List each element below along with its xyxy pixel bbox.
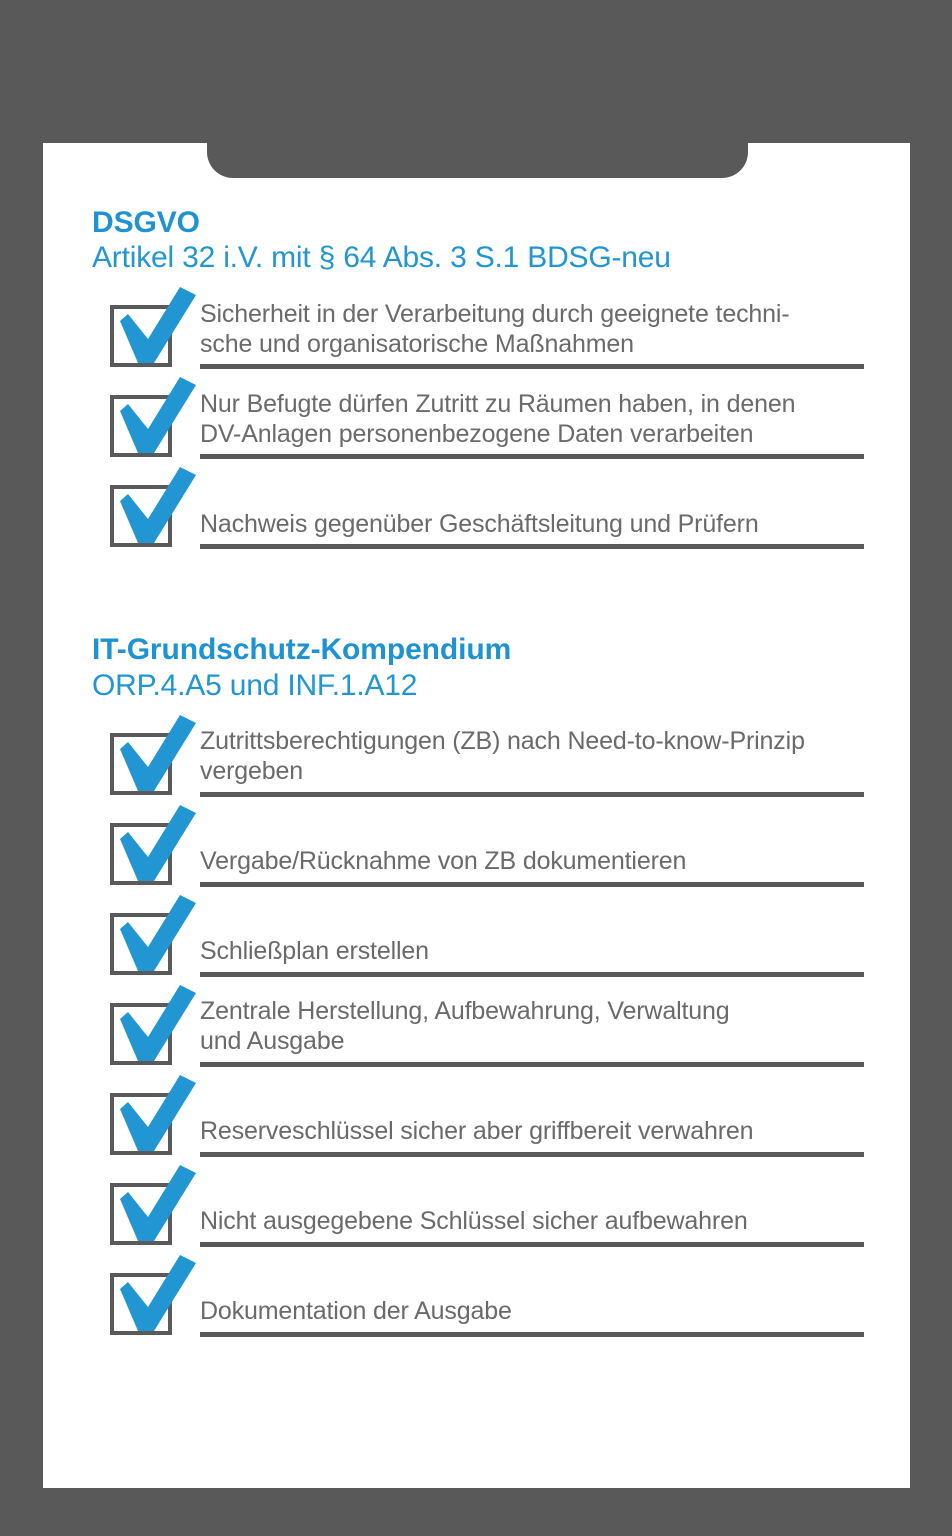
checklist-item[interactable]: [92, 713, 910, 803]
checklist-item-rule: [200, 544, 864, 549]
checklist-item-line: DV-Anlagen personenbezogene Daten verarbeiten: [200, 419, 754, 448]
checklist-item-line: Nachweis gegenüber Geschäftsleitung und Prüfern: [200, 509, 759, 538]
section-subtitle: Artikel 32 i.V. mit § 64 Abs. 3 S.1 BDSG-neu: [92, 241, 671, 275]
checklist-item-rule: [200, 792, 864, 797]
checklist-item-line: Vergabe/Rücknahme von ZB dokumentieren: [200, 847, 687, 876]
checklist-item-label: [200, 997, 910, 1057]
checklist-item[interactable]: [92, 1253, 910, 1343]
checklist-item-rule: [200, 364, 864, 369]
checklist-item-line: Sicherheit in der Verarbeitung durch geeignete techni-: [200, 299, 790, 328]
clipboard-card: [43, 143, 910, 1488]
checklist-item[interactable]: [92, 285, 910, 375]
section-title: IT-Grundschutz-Kompendium: [92, 633, 512, 667]
checkbox-icon[interactable]: [110, 1093, 172, 1155]
checklist-item-label: [200, 510, 910, 540]
checkbox-icon[interactable]: [110, 823, 172, 885]
checklist-item[interactable]: [92, 1163, 910, 1253]
checklist-item[interactable]: [92, 465, 910, 555]
checklist-content: [92, 205, 910, 1343]
checklist-item-line: Nur Befugte dürfen Zutritt zu Räumen haben, in denen: [200, 389, 796, 418]
checkbox-icon[interactable]: [110, 1273, 172, 1335]
checklist-item-rule: [200, 972, 864, 977]
checkbox-icon[interactable]: [110, 913, 172, 975]
checklist-item-label: [200, 390, 910, 450]
check-icon: [108, 1071, 200, 1159]
checklist-item-label: [200, 1207, 910, 1237]
check-icon: [108, 283, 200, 371]
checklist-item-line: Dokumentation der Ausgabe: [200, 1297, 512, 1326]
check-icon: [108, 801, 200, 889]
section-subtitle: ORP.4.A5 und INF.1.A12: [92, 668, 418, 702]
checklist-section: [92, 632, 910, 1342]
checkbox-icon[interactable]: [110, 485, 172, 547]
checklist-item-line: Nicht ausgegebene Schlüssel sicher aufbewahren: [200, 1207, 748, 1236]
checklist-item-label: [200, 727, 910, 787]
checklist-item-line: Zentrale Herstellung, Aufbewahrung, Verwaltung: [200, 997, 730, 1026]
checklist-item-label: [200, 1297, 910, 1327]
check-icon: [108, 1161, 200, 1249]
checklist-item-label: [200, 300, 910, 360]
check-icon: [108, 711, 200, 799]
checkbox-icon[interactable]: [110, 1183, 172, 1245]
checklist-item-rule: [200, 1152, 864, 1157]
checklist-item-label: [200, 847, 910, 877]
checklist-item-label: [200, 1117, 910, 1147]
section-title: DSGVO: [92, 206, 200, 239]
checklist-item-line: Schließplan erstellen: [200, 937, 429, 966]
checklist-item[interactable]: [92, 803, 910, 893]
checklist-item-line: und Ausgabe: [200, 1027, 345, 1056]
check-icon: [108, 1251, 200, 1339]
checklist-item[interactable]: [92, 375, 910, 465]
checklist-item-rule: [200, 1332, 864, 1337]
section-spacer: [92, 555, 910, 632]
checklist-item-rule: [200, 454, 864, 459]
section-header: [92, 632, 910, 702]
checkbox-icon[interactable]: [110, 305, 172, 367]
check-icon: [108, 981, 200, 1069]
checklist-item-rule: [200, 882, 864, 887]
checklist-item[interactable]: [92, 1073, 910, 1163]
checklist-item-line: vergeben: [200, 757, 304, 786]
checklist-item-line: Zutrittsberechtigungen (ZB) nach Need-to-know-Prinzip: [200, 727, 805, 756]
checklist-item-rule: [200, 1062, 864, 1067]
checklist-item-line: Reserveschlüssel sicher aber griffbereit verwahren: [200, 1117, 754, 1146]
checklist-item-line: sche und organisatorische Maßnahmen: [200, 329, 634, 358]
checkbox-icon[interactable]: [110, 1003, 172, 1065]
checklist-item[interactable]: [92, 893, 910, 983]
check-icon: [108, 463, 200, 551]
clipboard-clip-icon: [207, 142, 748, 178]
checklist-item[interactable]: [92, 983, 910, 1073]
checkbox-icon[interactable]: [110, 733, 172, 795]
checklist-item-rule: [200, 1242, 864, 1247]
check-icon: [108, 891, 200, 979]
checkbox-icon[interactable]: [110, 395, 172, 457]
checklist-item-label: [200, 937, 910, 967]
checklist-section: [92, 205, 910, 555]
check-icon: [108, 373, 200, 461]
section-header: [92, 205, 910, 275]
